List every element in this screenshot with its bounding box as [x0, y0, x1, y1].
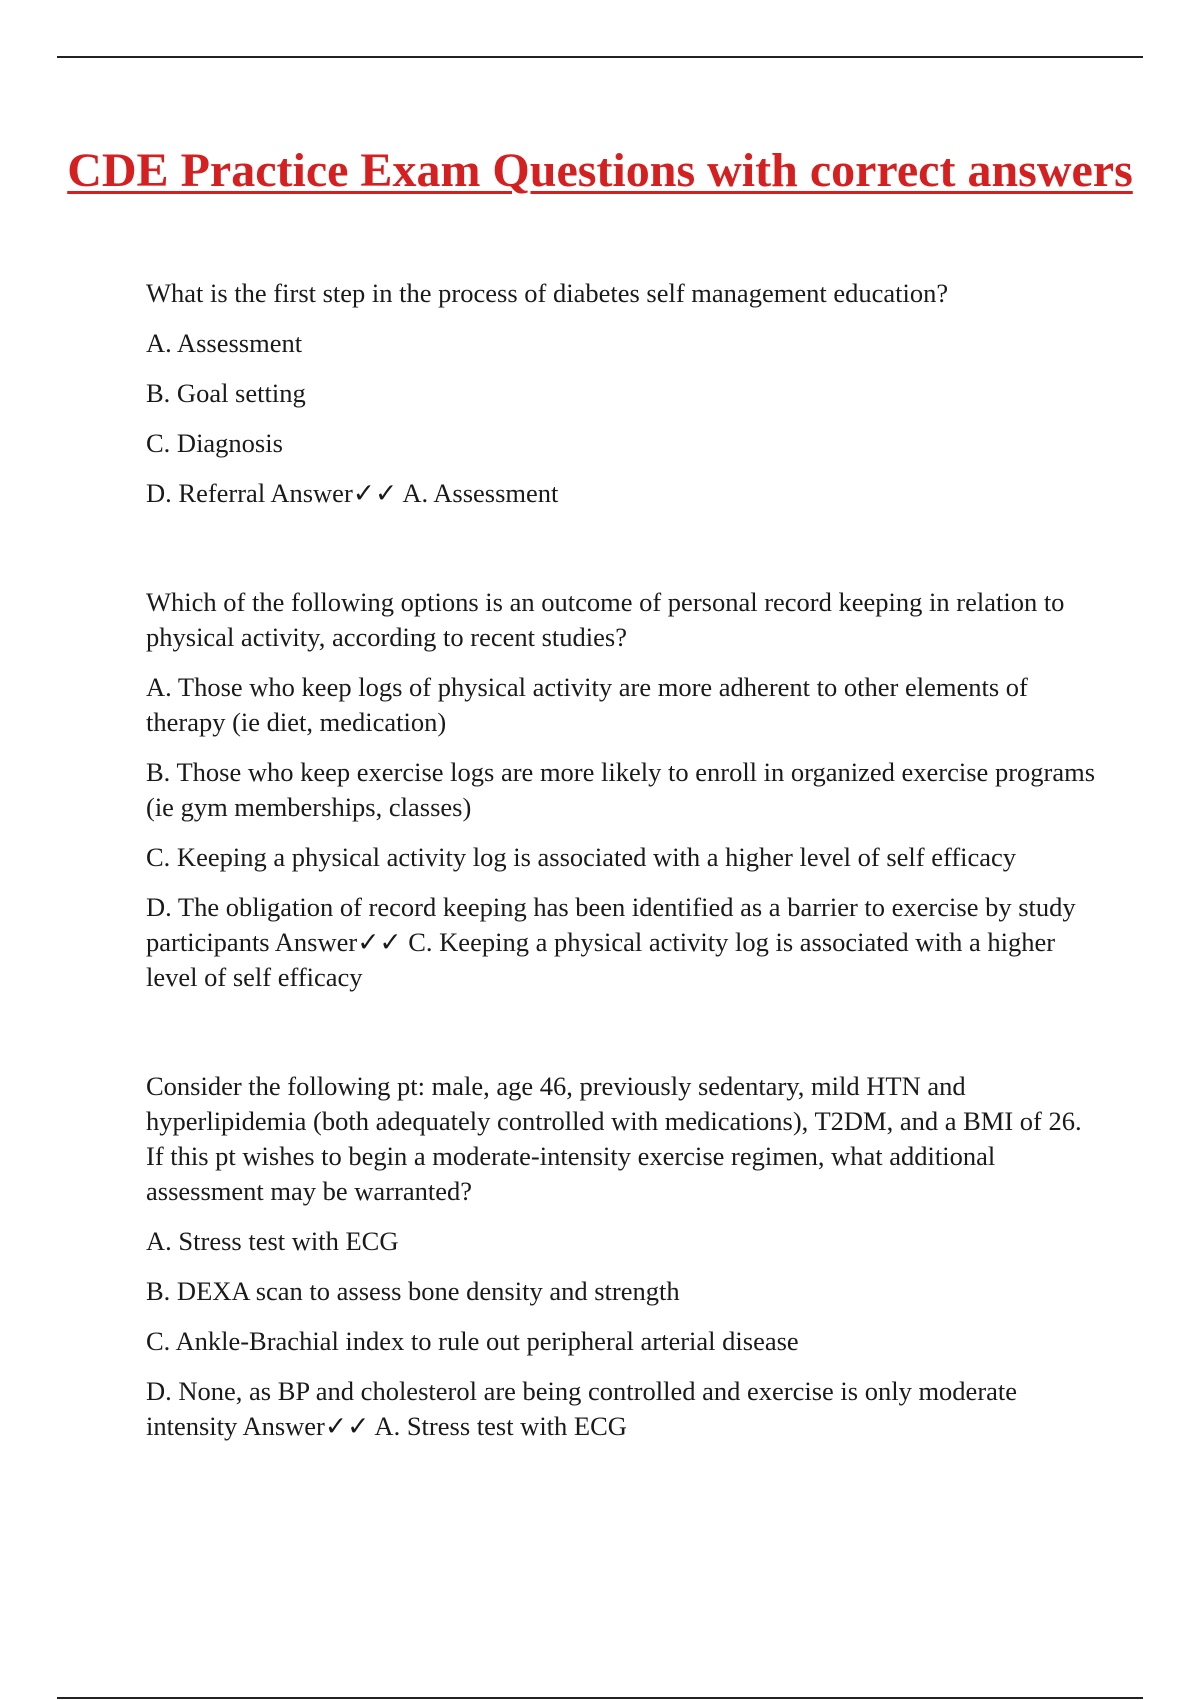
option-a: A. Stress test with ECG [146, 1226, 399, 1256]
option-b: B. Those who keep exercise logs are more likely to enroll in organized exercise programs (ie gym memberships, classes) [146, 757, 1096, 822]
option-c: C. Keeping a physical activity log is associated with a higher level of self efficacy [146, 842, 1017, 872]
option-a: A. Those who keep logs of physical activity are more adherent to other elements of therapy (ie diet, medication) [146, 672, 1028, 737]
question-text: What is the first step in the process of diabetes self management education? [146, 278, 949, 308]
question-list [146, 276, 1101, 1459]
page-title: CDE Practice Exam Questions with correct answers [67, 144, 1133, 197]
question-text: Which of the following options is an outcome of personal record keeping in relation to physical activity, according to recent studies? [146, 587, 1065, 652]
option-b: B. DEXA scan to assess bone density and strength [146, 1276, 680, 1306]
footer-rule [57, 1697, 1143, 1699]
option-d-with-answer: D. Referral Answer✓✓ A. Assessment [146, 478, 559, 508]
option-a: A. Assessment [146, 328, 303, 358]
option-c: C. Diagnosis [146, 428, 283, 458]
question-2 [146, 585, 1101, 995]
header-rule [57, 56, 1143, 58]
option-d-with-answer: D. The obligation of record keeping has been identified as a barrier to exercise by study participants Answer✓✓ C. Keeping a physical activity log is associated with a higher level of self efficacy [146, 892, 1076, 992]
question-3 [146, 1069, 1101, 1444]
option-d-with-answer: D. None, as BP and cholesterol are being controlled and exercise is only moderate intensity Answer✓✓ A. Stress test with ECG [146, 1376, 1018, 1441]
question-1 [146, 276, 1101, 511]
question-text: Consider the following pt: male, age 46, previously sedentary, mild HTN and hyperlipidemia (both adequately controlled with medications), T2DM, and a BMI of 26. If this pt wishes to begin a moderate-intensity exercise regimen, what additional assessment may be warranted? [146, 1071, 1082, 1206]
option-b: B. Goal setting [146, 378, 306, 408]
option-c: C. Ankle-Brachial index to rule out peripheral arterial disease [146, 1326, 799, 1356]
